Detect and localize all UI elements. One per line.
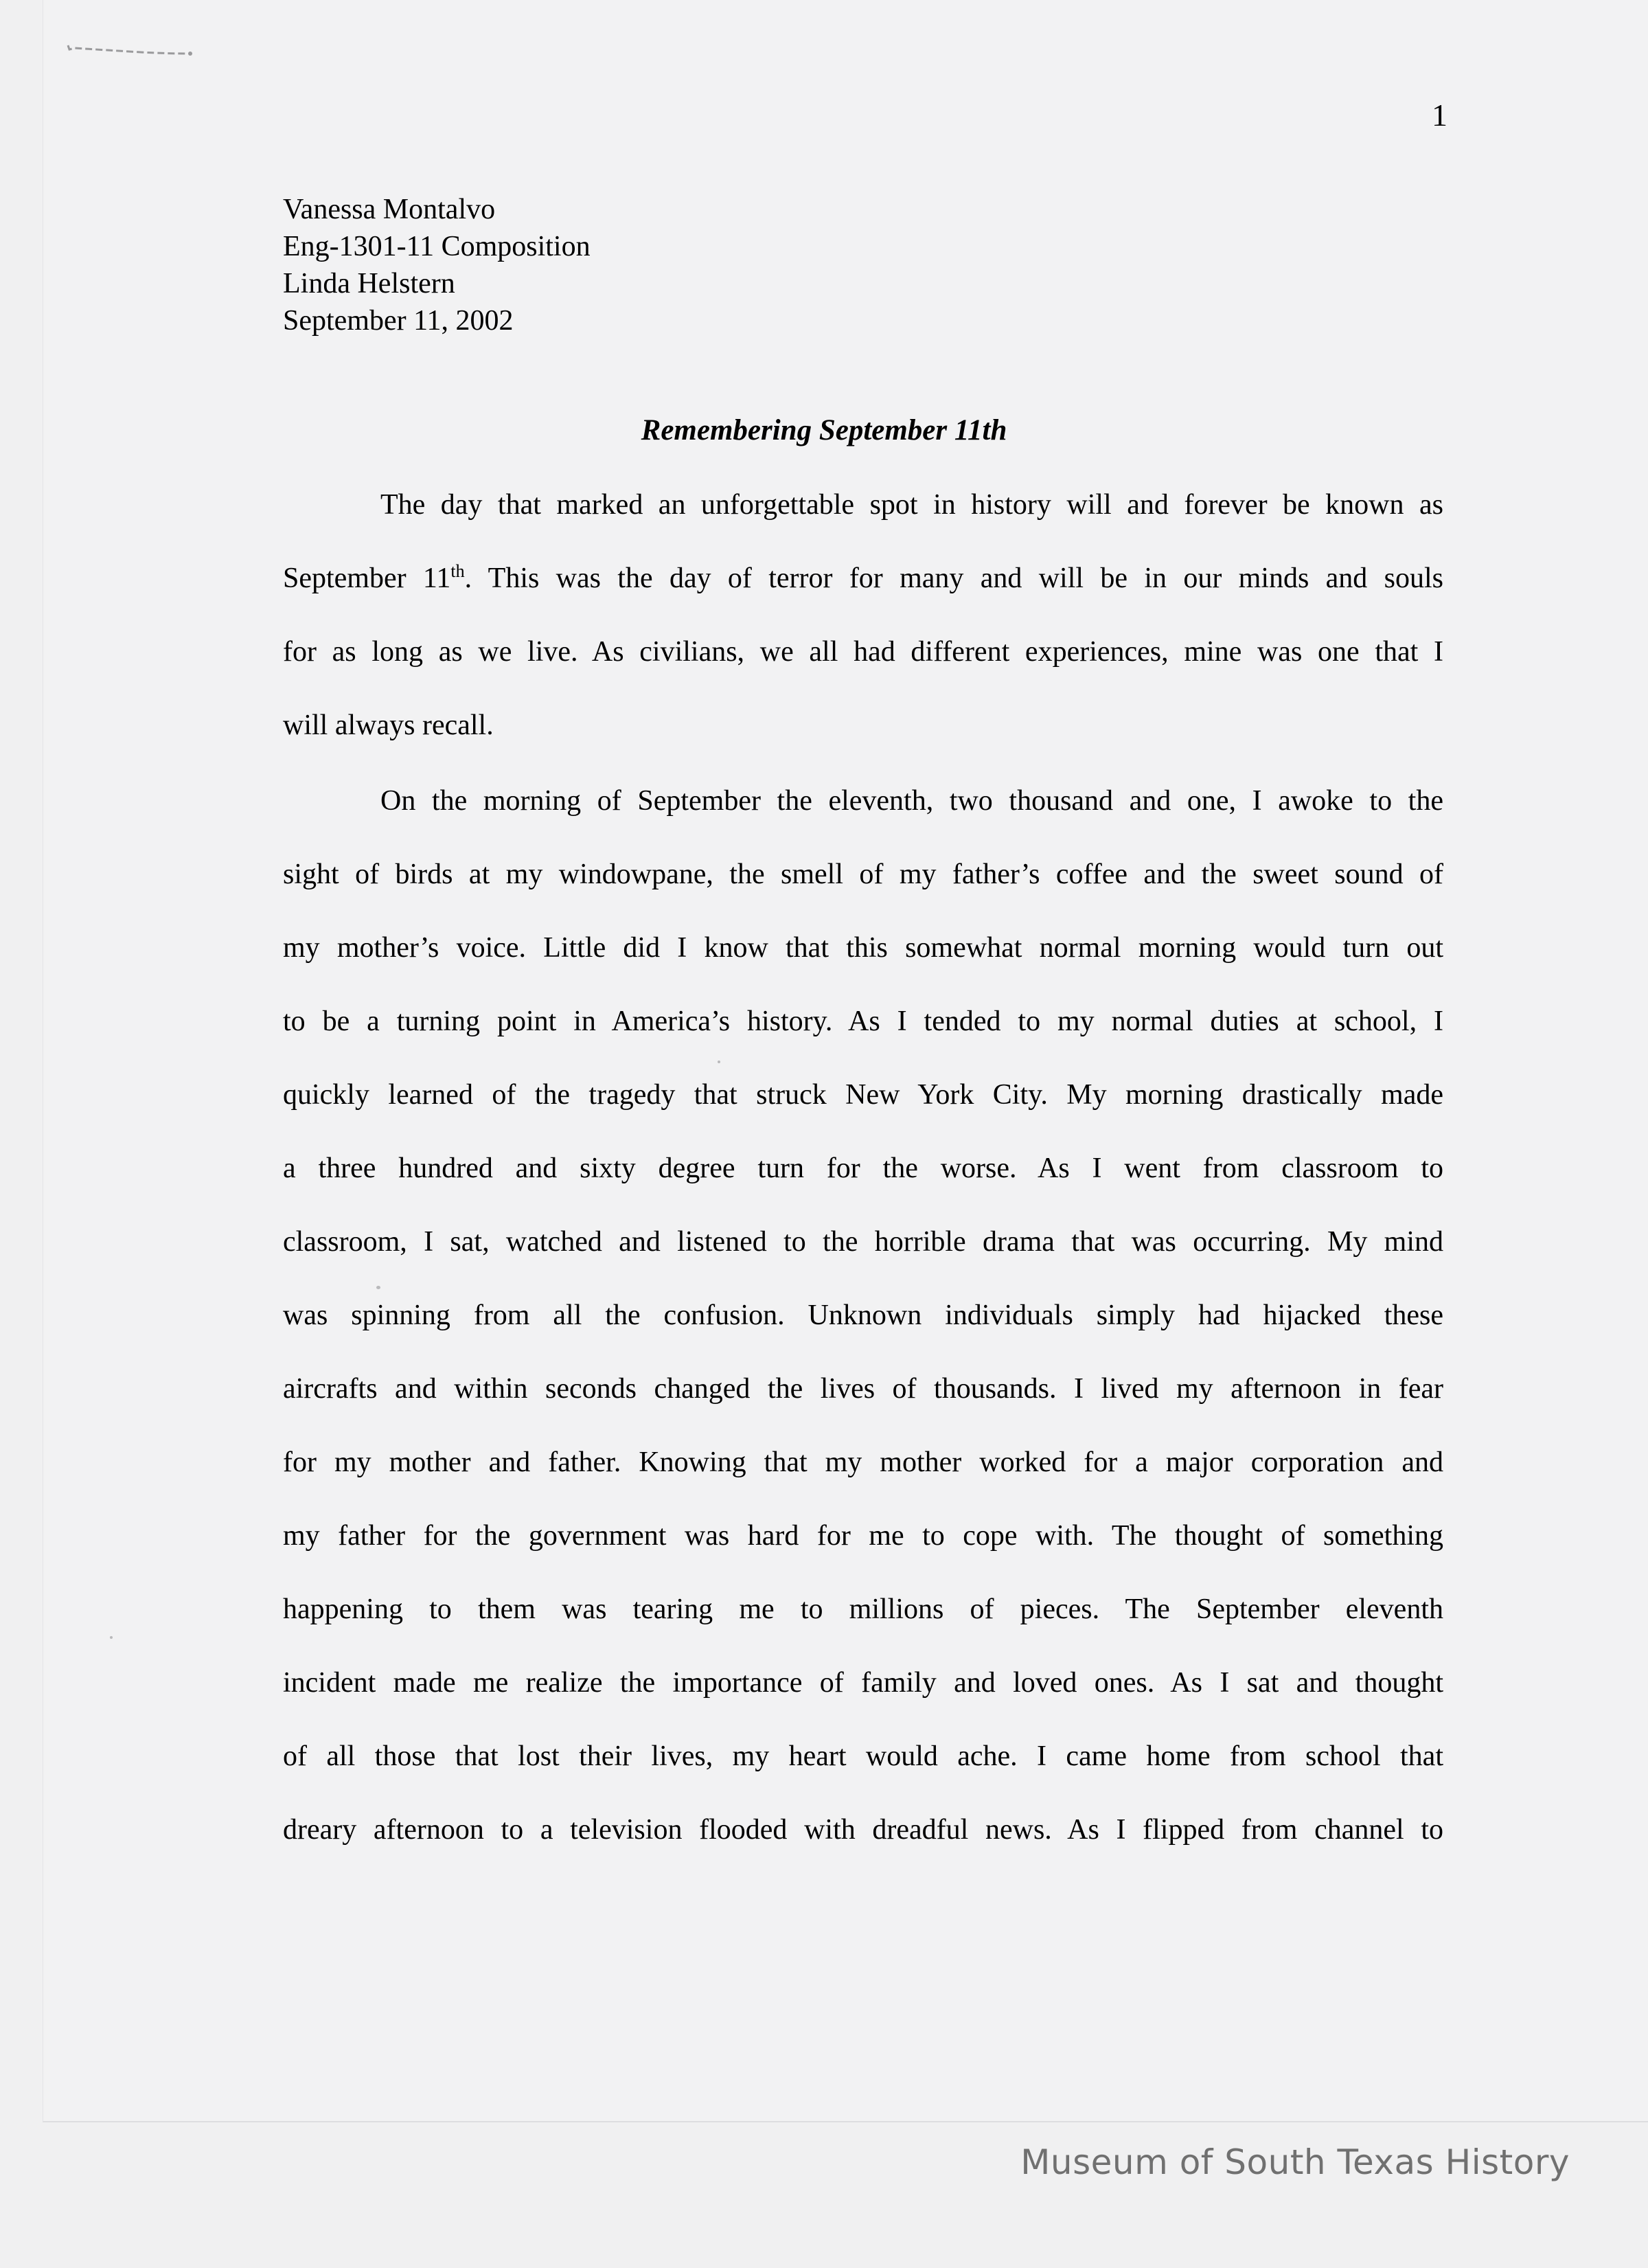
paragraph-line: The day that marked an unforgettable spot in history will and forever be known as [380, 489, 1443, 521]
pencil-mark [65, 40, 203, 56]
essay-header [283, 191, 591, 339]
ordinal-suffix: th [450, 561, 465, 581]
paper-speck [376, 1286, 380, 1289]
paper-speck [718, 1061, 720, 1063]
paragraph-line: to be a turning point in America’s history. As I tended to my normal duties at school, I [283, 1006, 1443, 1037]
paragraph-line: sight of birds at my windowpane, the smell of my father’s coffee and the sweet sound of [283, 859, 1443, 890]
paragraph-line: was spinning from all the confusion. Unknown individuals simply had hijacked these [283, 1300, 1443, 1331]
paragraph-line: quickly learned of the tragedy that struck New York City. My morning drastically made [283, 1079, 1443, 1111]
paragraph-line: happening to them was tearing me to millions of pieces. The September eleventh [283, 1594, 1443, 1625]
paragraph-line: my father for the government was hard for me to cope with. The thought of something [283, 1520, 1443, 1552]
paragraph-line: my mother’s voice. Little did I know that this somewhat normal morning would turn out [283, 932, 1443, 964]
essay-title: Remembering September 11th [641, 414, 1007, 446]
paragraph-line: a three hundred and sixty degree turn for the worse. As I went from classroom to [283, 1153, 1443, 1184]
essay-date: September 11, 2002 [283, 305, 514, 337]
paragraph-line: incident made me realize the importance of family and loved ones. As I sat and thought [283, 1667, 1443, 1699]
author-name: Vanessa Montalvo [283, 194, 496, 225]
paragraph-line: of all those that lost their lives, my heart would ache. I came home from school that [283, 1740, 1443, 1772]
paragraph-line: dreary afternoon to a television flooded with dreadful news. As I flipped from channel to [283, 1814, 1443, 1846]
paragraph-line: On the morning of September the eleventh, two thousand and one, I awoke to the [380, 785, 1443, 817]
museum-watermark: Museum of South Texas History [1020, 2142, 1570, 2182]
paragraph-line: will always recall. [283, 710, 494, 741]
course-name: Eng-1301-11 Composition [283, 231, 591, 262]
paragraph-line [283, 560, 1443, 597]
instructor-name: Linda Helstern [283, 268, 455, 299]
paragraph-line: for as long as we live. As civilians, we all had different experiences, mine was one that I [283, 636, 1443, 668]
paragraph-line: aircrafts and within seconds changed the lives of thousands. I lived my afternoon in fear [283, 1373, 1443, 1405]
paragraph-line: classroom, I sat, watched and listened to the horrible drama that was occurring. My mind [283, 1226, 1443, 1258]
date-text: September 11 [283, 563, 451, 594]
paragraph-line: for my mother and father. Knowing that my mother worked for a major corporation and [283, 1447, 1443, 1478]
page-number: 1 [1432, 98, 1447, 133]
paper-speck [110, 1636, 113, 1639]
sentence-text: . This was the day of terror for many and will be in our minds and souls [464, 563, 1443, 594]
